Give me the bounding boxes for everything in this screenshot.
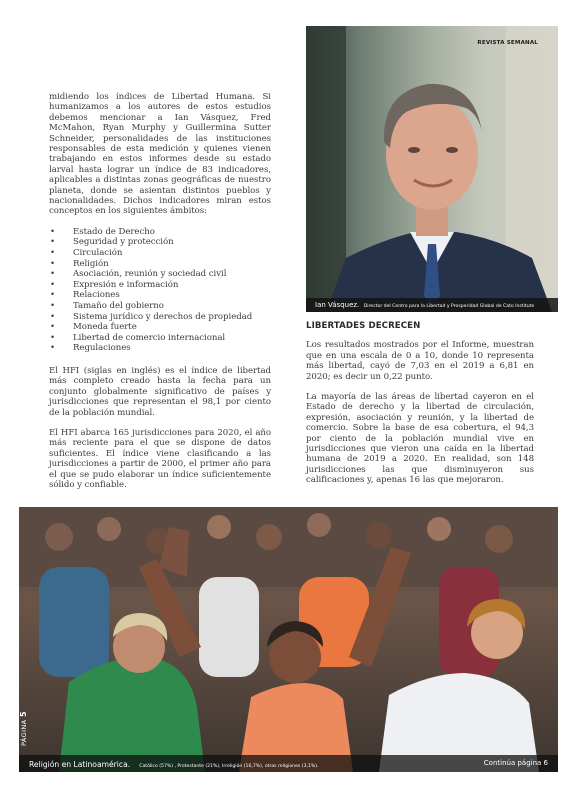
left-paragraph-3: El HFI abarca 165 jurisdicciones para 2020, el año más reciente para el que se dispone de datos suficientes. El índice viene clasificando a las jurisdicciones a partir de 2000, el primer año para el que se pudo elaborar un índice suficientemente sólido y confiable. [49,428,271,491]
page-word: PÁGINA [20,719,28,746]
list-item: • Libertad de comercio internacional [49,333,271,344]
list-item: • Tamaño del gobierno [49,301,271,312]
list-item: • Moneda fuerte [49,322,271,333]
caption-stats: Católico (57%) , Protestante (21%), Irreligión (16,7%), otras religiones (3,1%). [139,763,319,769]
list-item: • Asociación, reunión y sociedad civil [49,269,271,280]
list-item: • Regulaciones [49,343,271,354]
section-heading: LIBERTADES DECRECEN [306,321,421,331]
caption-title: Religión en Latinoamérica. [29,759,131,769]
list-item: • Relaciones [49,290,271,301]
list-item: • Estado de Derecho [49,227,271,238]
list-item: • Expresión e información [49,280,271,291]
page-number: 5 [19,711,28,718]
caption-left [29,753,319,773]
crowd-caption [19,755,558,772]
caption-name: Ian Vásquez. [315,301,360,309]
right-paragraph-2: La mayoría de las áreas de libertad cayeron en el Estado de derecho y la libertad de circulación, expresión, asociación y reunión, y la libertad de comercio. Sobre la base de esa cobertura, el 94,3 por ciento de la población mundial vive en jurisdicciones que vieron una caída en la libertad humana de 2019 a 2020. En realidad, son 148 jurisdicciones las que disminuyeron sus calificaciones y, apenas 16 las que mejoraron. [306,392,534,486]
list-item: • Seguridad y protección [49,237,271,248]
portrait-photo [306,26,558,312]
page-number-label [19,711,28,746]
list-item: • Sistema jurídico y derechos de propiedad [49,312,271,323]
continue-page-link: Continúa página 6 [483,759,548,767]
crowd-illustration [19,507,558,772]
list-item: • Circulación [49,248,271,259]
portrait-illustration [306,26,558,312]
magazine-tag: REVISTA SEMANAL [477,40,538,46]
crowd-photo [19,507,558,772]
right-article-column [306,321,534,496]
left-paragraph-2: El HFI (siglas en inglés) es el índice de libertad más completo creado hasta la fecha para un conjunto globalmente significativo de países y jurisdicciones que representan el 98,1 por ciento de la población mundial. [49,366,271,418]
portrait-caption [306,298,558,312]
caption-role: Director del Centro para la Libertad y Prosperidad Global de Cato Institute [363,304,535,309]
list-item: • Religión [49,259,271,270]
left-paragraph-1: midiendo los índices de Libertad Humana. Si humanizamos a los autores de estos estudios debemos mencionar a Ian Vásquez, Fred McMahon, Ryan Murphy y Guillermina Sutter Schneider, personalidades de las instituciones responsables de esta medición y quienes vienen trabajando en estos informes desde su estado larval hasta lograr un índice de 83 indicadores, aplicables a distintas zonas geográficas de nuestro planeta, donde se asientan distintos pueblos y nacionalidades. Dichos indicadores miran estos conceptos en los siguientes ámbitos: [49,92,271,217]
left-article-column [49,92,271,500]
freedom-areas-list [49,227,271,354]
right-paragraph-1: Los resultados mostrados por el Informe, muestran que en una escala de 0 a 10, donde 10 representa más libertad, cayó de 7,03 en el 2019 a 6,81 en 2020; es decir un 0,22 punto. [306,340,534,382]
